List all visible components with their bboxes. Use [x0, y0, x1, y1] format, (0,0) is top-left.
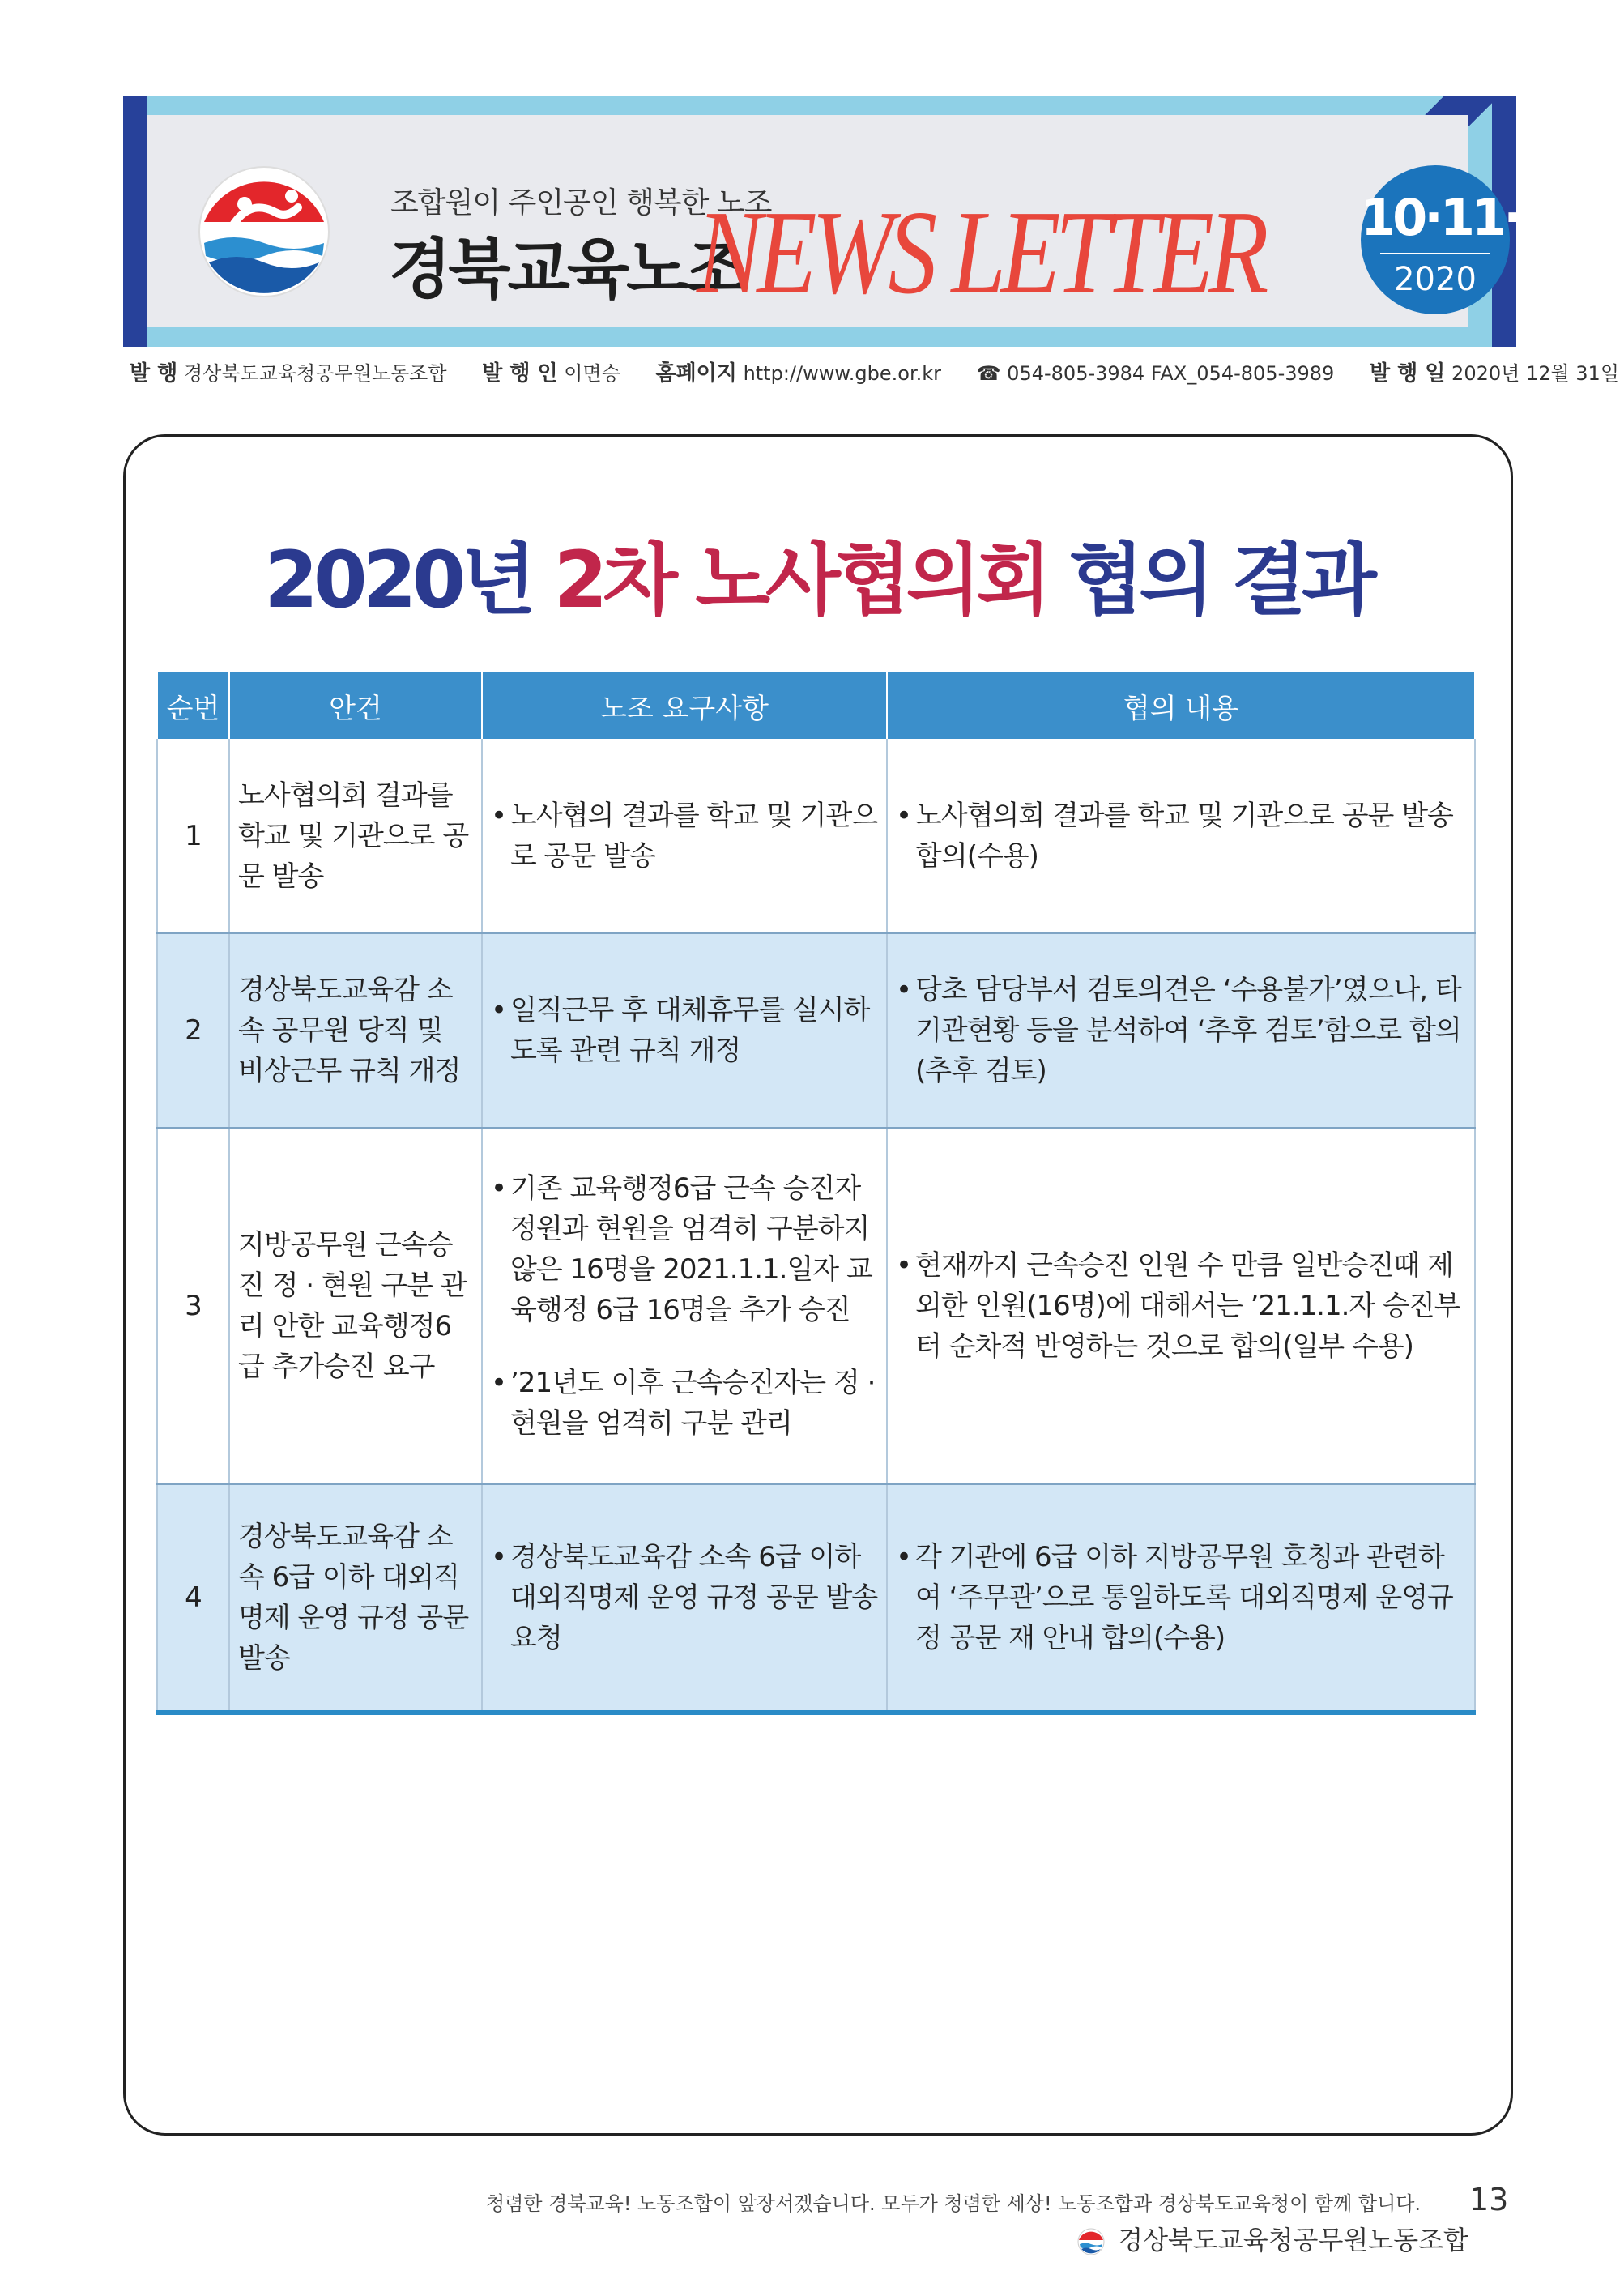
union-small-logo-icon — [1077, 2228, 1105, 2255]
column-header-result: 협의 내용 — [887, 672, 1475, 739]
table-row — [157, 1128, 1475, 1484]
issue-divider — [1380, 253, 1490, 254]
title-meeting: 2차 노사협의회 — [553, 535, 1047, 625]
column-header-topic: 안건 — [229, 672, 482, 739]
union-slogan: 조합원이 주인공인 행복한 노조 — [390, 186, 772, 220]
column-header-demand: 노조 요구사항 — [482, 672, 887, 739]
row-topic: 지방공무원 근속승진 정 · 현원 구분 관리 안한 교육행정6급 추가승진 요구 — [229, 1128, 482, 1484]
row-number: 1 — [157, 739, 229, 933]
row-number: 3 — [157, 1128, 229, 1484]
editor-value: 이면승 — [564, 362, 620, 385]
page-title — [123, 519, 1513, 629]
agreement-table — [156, 672, 1476, 1715]
union-brand-name: 경북교육노조 — [389, 232, 745, 307]
issue-months: 10·11·12 — [1361, 188, 1583, 247]
row-result-item: • 노사협의회 결과를 학교 및 기관으로 공문 발송 합의(수용) — [896, 796, 1466, 877]
row-result-item: • 당초 담당부서 검토의견은 ‘수용불가’였으나, 타 기관현황 등을 분석하여 ‘추후 검토’함으로 합의(추후 검토) — [896, 970, 1466, 1091]
phone-fax: ☎ 054-805-3984 FAX_054-805-3989 — [976, 362, 1335, 385]
row-demand-item: • 기존 교육행정6급 근속 승진자 정원과 현원을 엄격히 구분하지 않은 16명을 2021.1.1.일자 교육행정 6급 16명을 추가 승진 — [491, 1168, 878, 1330]
title-year: 2020년 — [264, 535, 532, 625]
row-number: 2 — [157, 933, 229, 1128]
table-row — [157, 739, 1475, 933]
row-demand-item: • 경상북도교육감 소속 6급 이하 대외직명제 운영 규정 공문 발송 요청 — [491, 1537, 878, 1658]
union-logo-icon — [198, 165, 330, 298]
column-header-number: 순번 — [157, 672, 229, 739]
homepage-label: 홈페이지 — [655, 361, 737, 386]
footer-organization — [1077, 2220, 1468, 2257]
row-result-item: • 현재까지 근속승진 인원 수 만큼 일반승진때 제외한 인원(16명)에 대해서는 ’21.1.1.자 승진부터 순차적 반영하는 것으로 합의(일부 수용) — [896, 1245, 1466, 1367]
footer-slogan: 청렴한 경북교육! 노동조합이 앞장서겠습니다. 모두가 청렴한 세상! 노동조합과 경상북도교육청이 함께 합니다. — [486, 2192, 1422, 2215]
row-demand-item: • 일직근무 후 대체휴무를 실시하도록 관련 규칙 개정 — [491, 990, 878, 1071]
date-value: 2020년 12월 31일 — [1451, 362, 1620, 385]
row-topic: 경상북도교육감 소속 6급 이하 대외직명제 운영 규정 공문 발송 — [229, 1484, 482, 1713]
row-topic: 노사협의회 결과를 학교 및 기관으로 공문 발송 — [229, 739, 482, 933]
page-number: 13 — [1469, 2182, 1509, 2217]
issue-badge — [1361, 165, 1583, 314]
table-row — [157, 1484, 1475, 1713]
table-header-row — [157, 672, 1475, 739]
row-topic: 경상북도교육감 소속 공무원 당직 및 비상근무 규칙 개정 — [229, 933, 482, 1128]
editor-label: 발 행 인 — [482, 361, 558, 386]
row-demand-item: • ’21년도 이후 근속승진자는 정 · 현원을 엄격히 구분 관리 — [491, 1363, 878, 1444]
homepage-link[interactable]: http://www.gbe.or.kr — [743, 362, 942, 385]
newsletter-wordmark: NEWS LETTER — [697, 186, 1264, 319]
title-result: 협의 결과 — [1068, 535, 1372, 625]
publication-info — [130, 356, 1620, 386]
publisher-value: 경상북도교육청공무원노동조합 — [183, 362, 447, 385]
banner-left-bar — [123, 96, 147, 347]
table-row — [157, 933, 1475, 1128]
issue-year: 2020 — [1394, 261, 1477, 298]
masthead-banner — [123, 96, 1583, 347]
publisher-label: 발 행 — [130, 361, 178, 386]
footer-org-name: 경상북도교육청공무원노동조합 — [1118, 2225, 1468, 2255]
banner-panel — [147, 115, 1583, 327]
row-result-item: • 각 기관에 6급 이하 지방공무원 호칭과 관련하여 ‘주무관’으로 통일하도록 대외직명제 운영규정 공문 재 안내 합의(수용) — [896, 1537, 1466, 1658]
row-number: 4 — [157, 1484, 229, 1713]
row-demand-item: • 노사협의 결과를 학교 및 기관으로 공문 발송 — [491, 796, 878, 877]
date-label: 발 행 일 — [1369, 361, 1446, 386]
